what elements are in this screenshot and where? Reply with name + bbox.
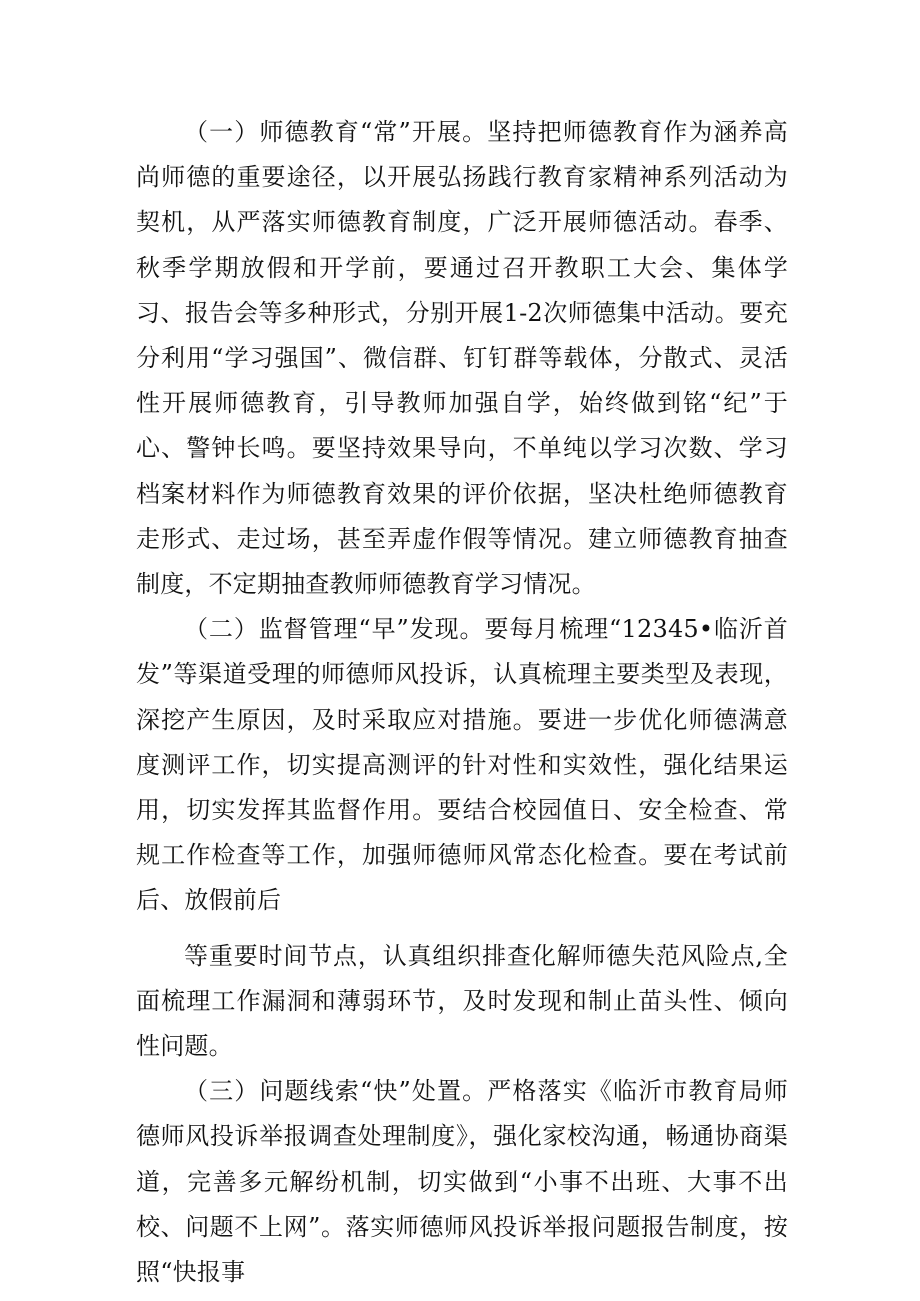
paragraph-supervision-management: （二）监督管理“早”发现。要每月梳理“12345•临沂首发”等渠道受理的师德师风投诉，认真梳理主要类型及表现，深挖产生原因，及时采取应对措施。要进一步优化师德满意度测评工作，切实提高测评的针对性和实效性，强化结果运用，切实发挥其监督作用。要结合校园值日、安全检查、常规工作检查等工作，加强师德师风常态化检查。要在考试前后、放假前后 [136,615,788,915]
document-body [136,110,788,1295]
paragraph-issue-handling: （三）问题线索“快”处置。严格落实《临沂市教育局师德师风投诉举报调查处理制度》，强化家校沟通，畅通协商渠道，完善多元解纷机制，切实做到“小事不出班、大事不出校、问题不上网”。落实师德师风投诉举报问题报告制度，按照“快报事 [136,1077,788,1287]
paragraph-key-time-nodes: 等重要时间节点，认真组织排查化解师德失范风险点,全面梳理工作漏洞和薄弱环节，及时发现和制止苗头性、倾向性问题。 [136,941,788,1061]
paragraph-teacher-ethics-education: （一）师德教育“常”开展。坚持把师德教育作为涵养高尚师德的重要途径，以开展弘扬践行教育家精神系列活动为契机，从严落实师德教育制度，广泛开展师德活动。春季、秋季学期放假和开学前，要通过召开教职工大会、集体学习、报告会等多种形式，分别开展1-2次师德集中活动。要充分利用“学习强国”、微信群、钉钉群等载体，分散式、灵活性开展师德教育，引导教师加强自学，始终做到铭“纪”于心、警钟长鸣。要坚持效果导向，不单纯以学习次数、学习档案材料作为师德教育效果的评价依据，坚决杜绝师德教育走形式、走过场，甚至弄虚作假等情况。建立师德教育抽查制度，不定期抽查教师师德教育学习情况。 [136,118,788,599]
